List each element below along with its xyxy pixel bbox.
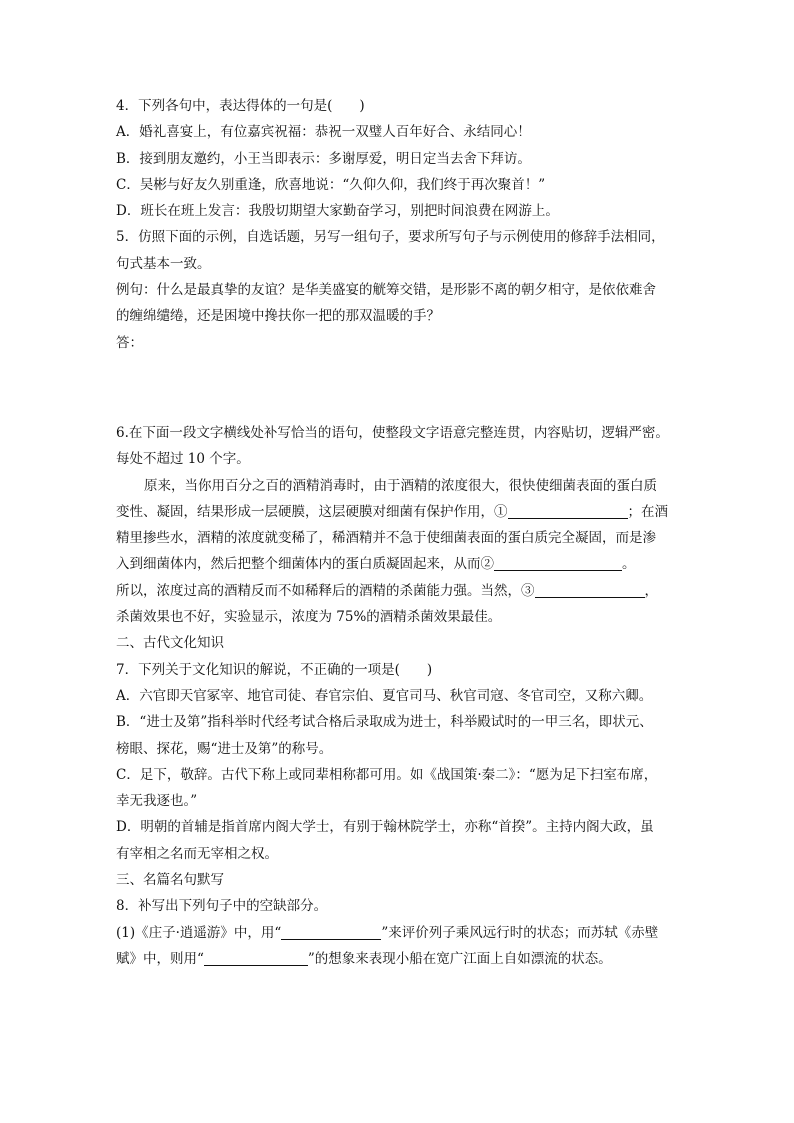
q5-example-line2: 的缠绵缱绻，还是困境中搀扶你一把的那双温暖的手？: [116, 308, 440, 325]
q8-line2: [116, 946, 680, 972]
q6-passage-line2: [116, 499, 680, 525]
q7-option-c-line1: C．足下，敬辞。古代下称上或同辈相称都可用。如《战国策·秦二》：“愿为足下扫室布席，: [116, 766, 658, 783]
section-heading-culture: 二、古代文化知识: [116, 635, 224, 652]
q8-line1: [116, 920, 680, 946]
q8-text: 赋》中，则用“: [116, 950, 204, 967]
q6-passage-text: 入到细菌体内，然后把整个细菌体内的蛋白质凝固起来，从而②: [116, 556, 494, 573]
q7-stem: 7．下列关于文化知识的解说，不正确的一项是( ): [116, 661, 433, 678]
q7-option-d-line1: D．明朝的首辅是指首席内阁大学士，有别于翰林院学士，亦称“首揆”。主持内阁大政，虽: [116, 819, 654, 836]
answer-space: [116, 356, 680, 420]
q4-option-d: D．班长在班上发言：我殷切期望大家勤奋学习，别把时间浪费在网游上。: [116, 203, 559, 220]
q6-stem-line2: 每处不超过 10 个字。: [116, 451, 250, 468]
q7-option-b-line2: 榜眼、探花，赐“进士及第”的称号。: [116, 740, 333, 757]
q5-example-line1: 例句：什么是最真挚的友谊？是华美盛宴的觥筹交错，是形影不离的朝夕相守，是依依难舍: [116, 282, 656, 299]
q8-text: (1)《庄子·逍遥游》中，用“: [116, 924, 282, 941]
q6-passage-line5: [116, 578, 680, 604]
q6-passage-text: ；在酒: [627, 503, 668, 520]
q8-text: ”来评价列子乘风远行时的状态；而苏轼《赤壁: [381, 924, 659, 941]
q6-passage-line4: [116, 551, 680, 577]
q7-option-c-line2: 幸无我逐也。”: [116, 793, 198, 810]
q4-option-b: B．接到朋友邀约，小王当即表示：多谢厚爱，明日定当去舍下拜访。: [116, 150, 531, 167]
q5-stem-line1: 5．仿照下面的示例，自选话题，另写一组句子，要求所写句子与示例使用的修辞手法相同，: [116, 229, 665, 246]
q6-passage-line6: 杀菌效果也不好，实验显示，浓度为 75%的酒精杀菌效果最佳。: [116, 609, 502, 626]
q6-stem-line1: 6.在下面一段文字横线处补写恰当的语句，使整段文字语意完整连贯，内容贴切，逻辑严密。: [116, 424, 669, 441]
q6-blank-1: [508, 502, 628, 519]
q6-passage-text: ，: [644, 582, 658, 599]
q6-blank-3: [535, 581, 645, 598]
q5-stem-line2: 句式基本一致。: [116, 255, 211, 272]
q6-passage-text: 所以，浓度过高的酒精反而不如稀释后的酒精的杀菌能力强。当然，③: [116, 582, 535, 599]
q6-passage-text: 变性、凝固，结果形成一层硬膜，这层硬膜对细菌有保护作用，①: [116, 503, 508, 520]
q8-blank-1: [281, 923, 381, 940]
document-page: [116, 93, 680, 972]
q7-option-b-line1: B．“进士及第”指科举时代经考试合格后录取成为进士，科举殿试时的一甲三名，即状元、: [116, 714, 653, 731]
q4-stem: 4．下列各句中，表达得体的一句是( ): [116, 98, 365, 114]
q7-option-a: A．六官即天官冢宰、地官司徒、春官宗伯、夏官司马、秋官司寇、冬官司空，又称六卿。: [116, 687, 653, 704]
q6-passage-line3: 精里掺些水，酒精的浓度就变稀了，稀酒精并不急于使细菌表面的蛋白质完全凝固，而是渗: [116, 530, 656, 547]
q8-stem: 8．补写出下列句子中的空缺部分。: [116, 898, 328, 915]
q4-option-c: C．吴彬与好友久别重逢，欣喜地说：“久仰久仰，我们终于再次聚首！”: [116, 176, 546, 193]
q5-answer-label: 答：: [116, 334, 143, 351]
section-heading-recitation: 三、名篇名句默写: [116, 872, 224, 889]
q7-option-d-line2: 有宰相之名而无宰相之权。: [116, 845, 278, 862]
q8-text: ”的想象来表现小船在宽广江面上自如漂流的状态。: [307, 950, 612, 967]
q6-blank-2: [494, 554, 622, 571]
q6-passage-line1: 原来，当你用百分之百的酒精消毒时，由于酒精的浓度很大，很快使细菌表面的蛋白质: [144, 477, 657, 494]
q8-blank-2: [204, 949, 308, 966]
q6-passage-text: 。: [622, 556, 636, 573]
q4-option-a: A．婚礼喜宴上，有位嘉宾祝福：恭祝一双璧人百年好合、永结同心！: [116, 124, 531, 141]
